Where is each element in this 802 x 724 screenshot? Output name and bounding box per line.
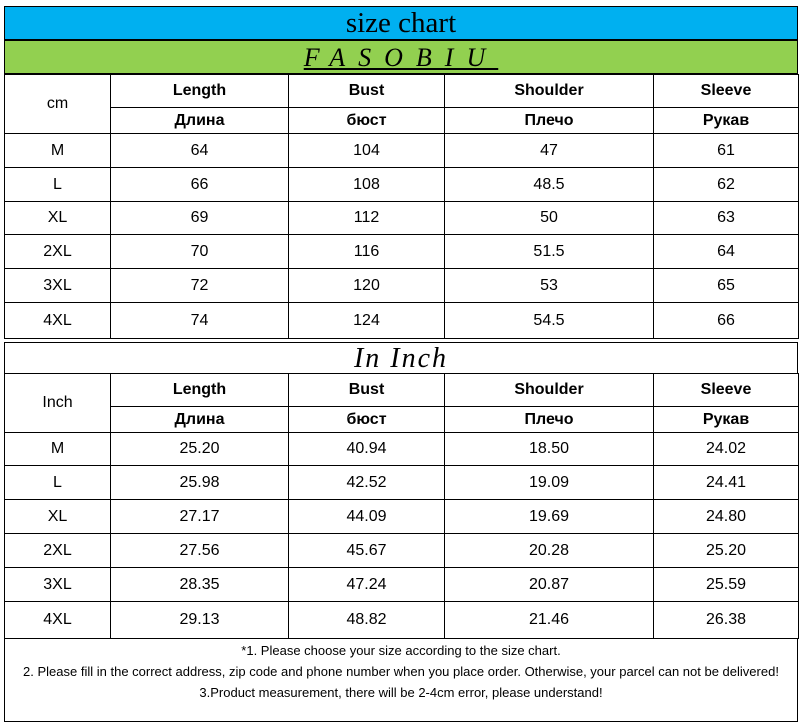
size-cell: L [5,466,111,500]
sleeve-cell: 61 [654,134,799,168]
length-cell: 27.17 [111,500,289,534]
sleeve-cell: 24.80 [654,500,799,534]
note-3: 3.Product measurement, there will be 2-4cm error, please understand! [199,685,603,700]
cm-size-table [4,74,799,339]
sleeve-cell: 64 [654,235,799,269]
table-row [5,466,799,500]
size-cell: 3XL [5,568,111,602]
length-cell: 25.20 [111,433,289,466]
header-sleeve: Sleeve [654,75,799,108]
shoulder-cell: 20.28 [445,534,654,568]
brand-name-text: FASOBIU [303,43,499,72]
table-row [5,168,799,202]
length-cell: 64 [111,134,289,168]
bust-cell: 47.24 [289,568,445,602]
length-cell: 27.56 [111,534,289,568]
shoulder-cell: 19.09 [445,466,654,500]
table-row [5,235,799,269]
table-row [5,134,799,168]
bust-cell: 116 [289,235,445,269]
length-cell: 69 [111,202,289,235]
bust-cell: 120 [289,269,445,303]
shoulder-cell: 54.5 [445,303,654,339]
header-sleeve-ru: Рукав [654,108,799,134]
brand-name [4,40,798,74]
size-cell: L [5,168,111,202]
header-sleeve: Sleeve [654,374,799,407]
table-row [5,269,799,303]
sleeve-cell: 65 [654,269,799,303]
header-sleeve-ru: Рукав [654,407,799,433]
bust-cell: 112 [289,202,445,235]
shoulder-cell: 20.87 [445,568,654,602]
header-shoulder-ru: Плечо [445,108,654,134]
header-shoulder: Shoulder [445,374,654,407]
length-cell: 72 [111,269,289,303]
sleeve-cell: 26.38 [654,602,799,639]
shoulder-cell: 51.5 [445,235,654,269]
inch-size-table [4,373,799,639]
header-shoulder-ru: Плечо [445,407,654,433]
unit-label-inch: Inch [5,374,111,433]
size-cell: XL [5,500,111,534]
length-cell: 29.13 [111,602,289,639]
note-2: 2. Please fill in the correct address, zip code and phone number when you place order. Otherwise, your parcel can not be delivered! [23,664,779,679]
sleeve-cell: 24.41 [654,466,799,500]
header-shoulder: Shoulder [445,75,654,108]
table-row [5,534,799,568]
shoulder-cell: 19.69 [445,500,654,534]
sleeve-cell: 25.59 [654,568,799,602]
table-row [5,202,799,235]
shoulder-cell: 21.46 [445,602,654,639]
header-bust: Bust [289,75,445,108]
length-cell: 74 [111,303,289,339]
size-cell: M [5,433,111,466]
shoulder-cell: 48.5 [445,168,654,202]
header-bust: Bust [289,374,445,407]
length-cell: 70 [111,235,289,269]
bust-cell: 42.52 [289,466,445,500]
length-cell: 25.98 [111,466,289,500]
size-cell: M [5,134,111,168]
header-length: Length [111,75,289,108]
header-bust-ru: бюст [289,407,445,433]
header-bust-ru: бюст [289,108,445,134]
size-cell: 3XL [5,269,111,303]
shoulder-cell: 50 [445,202,654,235]
header-length: Length [111,374,289,407]
bust-cell: 108 [289,168,445,202]
bust-cell: 48.82 [289,602,445,639]
sleeve-cell: 66 [654,303,799,339]
bust-cell: 104 [289,134,445,168]
shoulder-cell: 53 [445,269,654,303]
table-row [5,433,799,466]
sleeve-cell: 62 [654,168,799,202]
size-cell: 4XL [5,602,111,639]
table-row [5,568,799,602]
sleeve-cell: 24.02 [654,433,799,466]
table-row [5,602,799,639]
table-row [5,500,799,534]
length-cell: 66 [111,168,289,202]
table-row [5,303,799,339]
note-1: *1. Please choose your size according to the size chart. [241,643,561,658]
unit-label-cm: cm [5,75,111,134]
length-cell: 28.35 [111,568,289,602]
sleeve-cell: 63 [654,202,799,235]
notes-box [4,638,798,722]
shoulder-cell: 18.50 [445,433,654,466]
header-length-ru: Длина [111,108,289,134]
header-length-ru: Длина [111,407,289,433]
bust-cell: 40.94 [289,433,445,466]
size-cell: 2XL [5,534,111,568]
size-cell: XL [5,202,111,235]
bust-cell: 45.67 [289,534,445,568]
bust-cell: 124 [289,303,445,339]
sleeve-cell: 25.20 [654,534,799,568]
inch-section-title: In Inch [4,342,798,374]
size-cell: 4XL [5,303,111,339]
bust-cell: 44.09 [289,500,445,534]
shoulder-cell: 47 [445,134,654,168]
size-cell: 2XL [5,235,111,269]
size-chart-title: size chart [4,6,798,40]
